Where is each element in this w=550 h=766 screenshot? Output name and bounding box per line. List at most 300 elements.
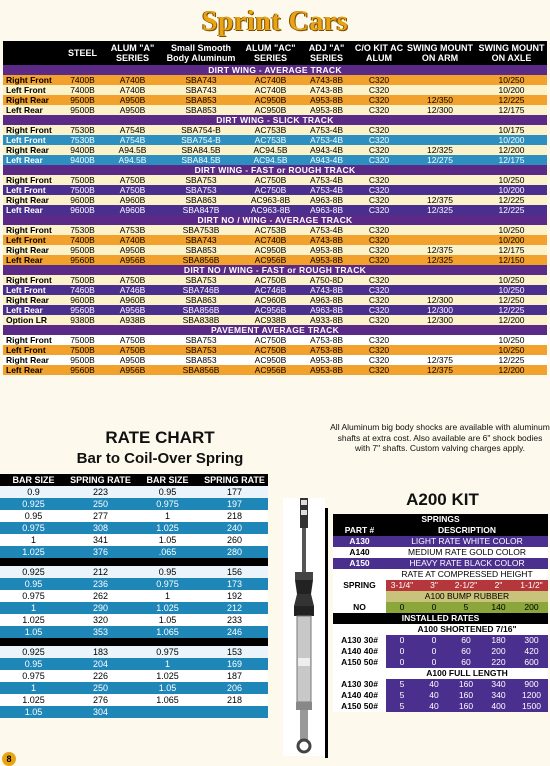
part-cell: SBA853 (160, 245, 242, 255)
rate-cell: 212 (201, 602, 268, 614)
position-cell: Left Rear (3, 305, 60, 315)
spring-weight-label: A130 30# (333, 679, 386, 690)
part-cell: A753-4B (299, 185, 354, 195)
part-cell: A956B (105, 365, 160, 375)
part-cell: 10/250 (476, 335, 547, 345)
part-cell: C320 (354, 95, 404, 105)
rate-cell: 1.05 (134, 614, 201, 626)
part-cell: A953-8B (299, 245, 354, 255)
shock-absorber-image (283, 498, 325, 756)
table-row (3, 355, 547, 365)
part-cell: A956B (105, 255, 160, 265)
part-cell: A943-4B (299, 155, 354, 165)
height-cell: 1-1/2" (515, 580, 548, 591)
rate-cell: 1.065 (134, 694, 201, 706)
part-cell: C320 (354, 275, 404, 285)
part-cell: 7530B (60, 135, 105, 145)
part-cell: SBA863 (160, 195, 242, 205)
kit-title: A200 KIT (406, 490, 479, 509)
table-row (3, 75, 547, 85)
position-cell: Left Rear (3, 255, 60, 265)
part-cell: A953-8B (299, 105, 354, 115)
rate-row (0, 646, 268, 658)
rate-cell: 206 (201, 682, 268, 694)
no-label: NO (333, 602, 386, 613)
part-cell: A938B (105, 315, 160, 325)
table-row (3, 255, 547, 265)
rate-row (0, 566, 268, 578)
part-cell: 7460B (60, 285, 105, 295)
part-cell: AC750B (242, 335, 299, 345)
installed-rate-value: 200 (482, 646, 515, 657)
part-header-row (333, 525, 548, 536)
table-row (3, 105, 547, 115)
part-cell: 7530B (60, 125, 105, 135)
part-cell: SBA84.5B (160, 145, 242, 155)
installed-rate-value: 0 (418, 646, 450, 657)
table-row (3, 225, 547, 235)
rate-cell: 173 (201, 578, 268, 590)
part-cell: 9500B (60, 95, 105, 105)
table-row (3, 305, 547, 315)
installed-rate-value: 60 (450, 657, 482, 668)
table-row (3, 365, 547, 375)
installed-rate-value: 160 (450, 690, 482, 701)
part-cell: 12/375 (404, 245, 476, 255)
rate-cell: 262 (67, 590, 134, 602)
installed-rate-value: 1200 (515, 690, 548, 701)
installed-rate-value: 180 (482, 635, 515, 646)
rate-compressed-row (333, 569, 548, 580)
part-cell: AC753B (242, 135, 299, 145)
heights-row (333, 580, 548, 591)
rate-cell: 1 (134, 658, 201, 670)
group-divider (0, 558, 268, 566)
installed-rate-value: 40 (418, 701, 450, 712)
installed-rate-value: 340 (482, 679, 515, 690)
part-cell: 10/200 (476, 185, 547, 195)
part-cell: 10/250 (476, 275, 547, 285)
part-cell: 12/200 (476, 365, 547, 375)
spring-weight-label: A150 50# (333, 701, 386, 712)
position-cell: Left Front (3, 85, 60, 95)
part-cell: SBA746B (160, 285, 242, 295)
part-cell: C320 (354, 75, 404, 85)
table-row (3, 205, 547, 215)
rate-row (0, 706, 268, 718)
rate-cell: 1.025 (134, 522, 201, 534)
part-cell: A753-4B (299, 175, 354, 185)
part-cell: 10/250 (476, 75, 547, 85)
column-header: ADJ "A" SERIES (299, 41, 354, 65)
table-row (3, 95, 547, 105)
rate-row (0, 682, 268, 694)
section-header-row (3, 265, 547, 275)
position-cell: Left Rear (3, 105, 60, 115)
part-cell: A963-8B (299, 195, 354, 205)
part-cell: SBA856B (160, 365, 242, 375)
rate-row (0, 626, 268, 638)
rate-cell: 1.05 (0, 626, 67, 638)
rate-compressed-label: RATE AT COMPRESSED HEIGHT (386, 569, 548, 580)
page-title: Sprint Cars (201, 6, 349, 37)
table-row (3, 235, 547, 245)
installed-rate-value: 5 (386, 690, 418, 701)
rate-row (0, 546, 268, 558)
part-cell (404, 335, 476, 345)
part-cell: A953-8B (299, 365, 354, 375)
rate-cell (134, 706, 201, 718)
rate-cell: 1 (0, 534, 67, 546)
rate-row (0, 534, 268, 546)
part-cell: AC753B (242, 225, 299, 235)
part-cell: 9380B (60, 315, 105, 325)
part-cell: A933-8B (299, 315, 354, 325)
aluminum-note: All Aluminum big body shocks are available with aluminum shafts at extra cost. Also available are 6" shock bodies with 7" shafts. Custom valving charges apply. (330, 422, 550, 453)
part-cell: 9400B (60, 145, 105, 155)
table-row (3, 195, 547, 205)
part-cell (404, 285, 476, 295)
installed-rate-value: 420 (515, 646, 548, 657)
part-cell: A740B (105, 75, 160, 85)
installed-rate-row (333, 690, 548, 701)
rate-cell: .065 (134, 546, 201, 558)
rate-cell: 277 (67, 510, 134, 522)
part-description: MEDIUM RATE GOLD COLOR (386, 547, 548, 558)
column-header: ALUM "AC" SERIES (242, 41, 299, 65)
part-cell (404, 185, 476, 195)
part-cell: 12/325 (404, 145, 476, 155)
group-divider (0, 638, 268, 646)
installed-rate-value: 5 (386, 701, 418, 712)
full-length-row (333, 668, 548, 679)
part-cell: 9500B (60, 355, 105, 365)
part-cell: SBA847B (160, 205, 242, 215)
part-cell: SBA853 (160, 95, 242, 105)
part-cell: 12/375 (404, 355, 476, 365)
part-cell: 10/250 (476, 285, 547, 295)
rate-cell: 1.05 (134, 682, 201, 694)
part-cell: SBA753 (160, 275, 242, 285)
rate-cell: 1.05 (0, 706, 67, 718)
part-cell: 7500B (60, 335, 105, 345)
part-cell: 12/200 (476, 315, 547, 325)
rate-row (0, 510, 268, 522)
part-cell: AC950B (242, 95, 299, 105)
part-cell: A956B (105, 305, 160, 315)
part-cell: AC740B (242, 75, 299, 85)
part-cell: 9560B (60, 305, 105, 315)
part-cell: AC938B (242, 315, 299, 325)
part-cell (404, 135, 476, 145)
column-header: ALUM "A" SERIES (105, 41, 160, 65)
rate-cell: 1 (134, 510, 201, 522)
column-header: SWING MOUNT ON ARM (404, 41, 476, 65)
group-divider-cell (0, 638, 268, 646)
bump-rubber-label: A100 BUMP RUBBER (386, 591, 548, 602)
rate-cell: 1.025 (134, 602, 201, 614)
rate-cell: 1.025 (0, 694, 67, 706)
shortened-label: A100 SHORTENED 7/16" (386, 624, 548, 635)
part-cell (404, 125, 476, 135)
part-cell (404, 85, 476, 95)
part-cell: 10/200 (476, 235, 547, 245)
part-cell: A753-4B (299, 225, 354, 235)
part-cell: A750B (105, 185, 160, 195)
spring-part-row (333, 536, 548, 547)
height-cell: 2-1/2" (450, 580, 482, 591)
blank-cell (333, 569, 386, 580)
page-number: 8 (2, 752, 16, 766)
part-cell: A743-8B (299, 285, 354, 295)
rate-row (0, 614, 268, 626)
part-cell: AC963-8B (242, 205, 299, 215)
part-cell: AC750B (242, 175, 299, 185)
bump-rubber-row (333, 591, 548, 602)
rate-cell: 1.025 (0, 546, 67, 558)
rate-cell: 0.925 (0, 646, 67, 658)
part-cell: A753-8B (299, 335, 354, 345)
part-cell: A963-8B (299, 295, 354, 305)
part-cell (404, 345, 476, 355)
part-cell: AC963-8B (242, 195, 299, 205)
part-cell: C320 (354, 335, 404, 345)
rate-cell: 0.95 (134, 486, 201, 498)
position-cell: Right Front (3, 75, 60, 85)
installed-rate-value: 220 (482, 657, 515, 668)
part-cell: A750B (105, 335, 160, 345)
part-cell: 10/200 (476, 135, 547, 145)
rate-cell: 1.025 (0, 614, 67, 626)
rate-cell: 212 (67, 566, 134, 578)
part-cell: 7400B (60, 85, 105, 95)
part-cell: 10/250 (476, 225, 547, 235)
part-cell: SBA853 (160, 355, 242, 365)
part-cell: AC950B (242, 355, 299, 365)
part-cell: A743-8B (299, 235, 354, 245)
rate-cell: 353 (67, 626, 134, 638)
part-cell: 10/250 (476, 345, 547, 355)
part-cell: C320 (354, 105, 404, 115)
rate-cell: 156 (201, 566, 268, 578)
bump-value: 140 (482, 602, 515, 613)
column-header: C/O KIT AC ALUM (354, 43, 404, 63)
part-cell: SBA856B (160, 305, 242, 315)
part-cell: A963-8B (299, 305, 354, 315)
table-row (3, 245, 547, 255)
part-cell: SBA743 (160, 75, 242, 85)
part-cell: 7500B (60, 175, 105, 185)
table-row (3, 145, 547, 155)
rate-cell: 1 (0, 602, 67, 614)
rate-cell: 0.95 (134, 566, 201, 578)
installed-rate-value: 60 (450, 646, 482, 657)
bump-value: 0 (418, 602, 450, 613)
table-row (3, 85, 547, 95)
part-cell: A950B (105, 245, 160, 255)
part-cell: 12/175 (476, 155, 547, 165)
part-cell: A950B (105, 355, 160, 365)
part-cell: SBA743 (160, 85, 242, 95)
part-number: A150 (333, 558, 386, 569)
part-cell: 12/300 (404, 305, 476, 315)
rate-cell: 1 (0, 682, 67, 694)
installed-rate-row (333, 635, 548, 646)
part-cell: 12/250 (476, 295, 547, 305)
rate-column-header: BAR SIZE (0, 474, 67, 486)
position-cell: Left Rear (3, 155, 60, 165)
section-title: DIRT WING - SLICK TRACK (3, 115, 547, 125)
part-cell: C320 (354, 245, 404, 255)
part-cell: AC950B (242, 105, 299, 115)
part-cell: A953-8B (299, 95, 354, 105)
part-cell: SBA753 (160, 185, 242, 195)
part-cell: SBA753 (160, 335, 242, 345)
part-cell: 7400B (60, 75, 105, 85)
rate-cell: 1 (134, 590, 201, 602)
table-row (3, 315, 547, 325)
installed-rate-value: 160 (450, 701, 482, 712)
position-cell: Left Front (3, 235, 60, 245)
part-cell: 12/225 (476, 305, 547, 315)
rate-row (0, 522, 268, 534)
rate-cell: 0.975 (134, 498, 201, 510)
rate-row (0, 486, 268, 498)
height-cell: 3-1/4" (386, 580, 418, 591)
position-cell: Left Rear (3, 365, 60, 375)
part-cell: AC950B (242, 245, 299, 255)
table-row (3, 125, 547, 135)
rate-cell: 177 (201, 486, 268, 498)
height-cell: 2" (482, 580, 515, 591)
springs-header-cell: SPRINGS (333, 514, 548, 525)
table-row (3, 185, 547, 195)
part-cell: A743-8B (299, 85, 354, 95)
part-cell: 7530B (60, 225, 105, 235)
part-cell: 12/225 (476, 355, 547, 365)
installed-rate-value: 0 (418, 635, 450, 646)
part-cell: 12/300 (404, 105, 476, 115)
table-row (3, 285, 547, 295)
rate-cell: 0.95 (0, 658, 67, 670)
rate-cell: 250 (67, 682, 134, 694)
section-title: DIRT WING - FAST or ROUGH TRACK (3, 165, 547, 175)
column-header: SWING MOUNT ON AXLE (476, 41, 547, 65)
blank-cell (333, 591, 386, 602)
part-cell: A740B (105, 235, 160, 245)
installed-rate-value: 5 (386, 679, 418, 690)
installed-rate-value: 160 (450, 679, 482, 690)
rate-cell: 260 (201, 534, 268, 546)
part-cell: A960B (105, 195, 160, 205)
table-row (3, 345, 547, 355)
part-description: LIGHT RATE WHITE COLOR (386, 536, 548, 547)
part-cell: SBA753 (160, 175, 242, 185)
part-cell: AC956B (242, 305, 299, 315)
spring-part-row (333, 547, 548, 558)
rate-chart-subtitle: Bar to Coil-Over Spring (76, 450, 244, 467)
spring-part-row (333, 558, 548, 569)
part-description: HEAVY RATE BLACK COLOR (386, 558, 548, 569)
rate-cell: 341 (67, 534, 134, 546)
rate-cell: 218 (201, 510, 268, 522)
part-cell: A740B (105, 85, 160, 95)
position-cell: Right Front (3, 175, 60, 185)
rate-chart-table (0, 474, 268, 718)
part-cell: A960B (105, 205, 160, 215)
part-cell: AC740B (242, 235, 299, 245)
installed-rate-value: 900 (515, 679, 548, 690)
installed-rate-value: 0 (386, 635, 418, 646)
a200-kit-table (333, 514, 548, 712)
installed-rate-value: 300 (515, 635, 548, 646)
section-header-row (3, 215, 547, 225)
installed-rate-row (333, 646, 548, 657)
rate-cell: 1.05 (134, 534, 201, 546)
part-cell: AC956B (242, 255, 299, 265)
part-cell: A943-4B (299, 145, 354, 155)
rate-column-header: SPRING RATE (201, 474, 268, 486)
part-cell: A750-8D (299, 275, 354, 285)
part-cell: SBA853 (160, 105, 242, 115)
rate-row (0, 694, 268, 706)
rate-row (0, 578, 268, 590)
section-title: DIRT NO / WING - AVERAGE TRACK (3, 215, 547, 225)
position-cell: Right Rear (3, 95, 60, 105)
rate-cell: 0.95 (0, 578, 67, 590)
part-cell: A750B (105, 175, 160, 185)
part-cell: AC750B (242, 275, 299, 285)
full-length-label: A100 FULL LENGTH (386, 668, 548, 679)
part-cell: C320 (354, 315, 404, 325)
installed-rate-value: 60 (450, 635, 482, 646)
rate-cell (201, 706, 268, 718)
installed-rate-value: 40 (418, 679, 450, 690)
section-title: DIRT NO / WING - FAST or ROUGH TRACK (3, 265, 547, 275)
part-cell: C320 (354, 305, 404, 315)
rate-cell: 0.925 (0, 566, 67, 578)
part-cell: A94.5B (105, 155, 160, 165)
part-cell: 12/150 (476, 255, 547, 265)
rate-cell: 0.9 (0, 486, 67, 498)
rate-cell: 153 (201, 646, 268, 658)
part-cell: A953-8B (299, 255, 354, 265)
column-header (3, 41, 60, 65)
bump-value: 0 (386, 602, 418, 613)
part-cell: 9600B (60, 295, 105, 305)
rate-row (0, 670, 268, 682)
part-cell: 12/225 (476, 205, 547, 215)
rate-cell: 308 (67, 522, 134, 534)
part-cell: 7500B (60, 185, 105, 195)
part-cell: A753B (105, 225, 160, 235)
part-cell: 12/375 (404, 195, 476, 205)
installed-rate-value: 600 (515, 657, 548, 668)
part-number: A140 (333, 547, 386, 558)
installed-rate-value: 1500 (515, 701, 548, 712)
part-cell: C320 (354, 195, 404, 205)
part-cell: C320 (354, 85, 404, 95)
shock-application-table (3, 41, 547, 375)
position-cell: Right Front (3, 275, 60, 285)
rate-cell: 204 (67, 658, 134, 670)
installed-rate-value: 0 (386, 646, 418, 657)
part-cell: A950B (105, 95, 160, 105)
part-cell: C320 (354, 255, 404, 265)
part-cell: A743-8B (299, 75, 354, 85)
part-cell: A94.5B (105, 145, 160, 155)
installed-rate-value: 40 (418, 690, 450, 701)
